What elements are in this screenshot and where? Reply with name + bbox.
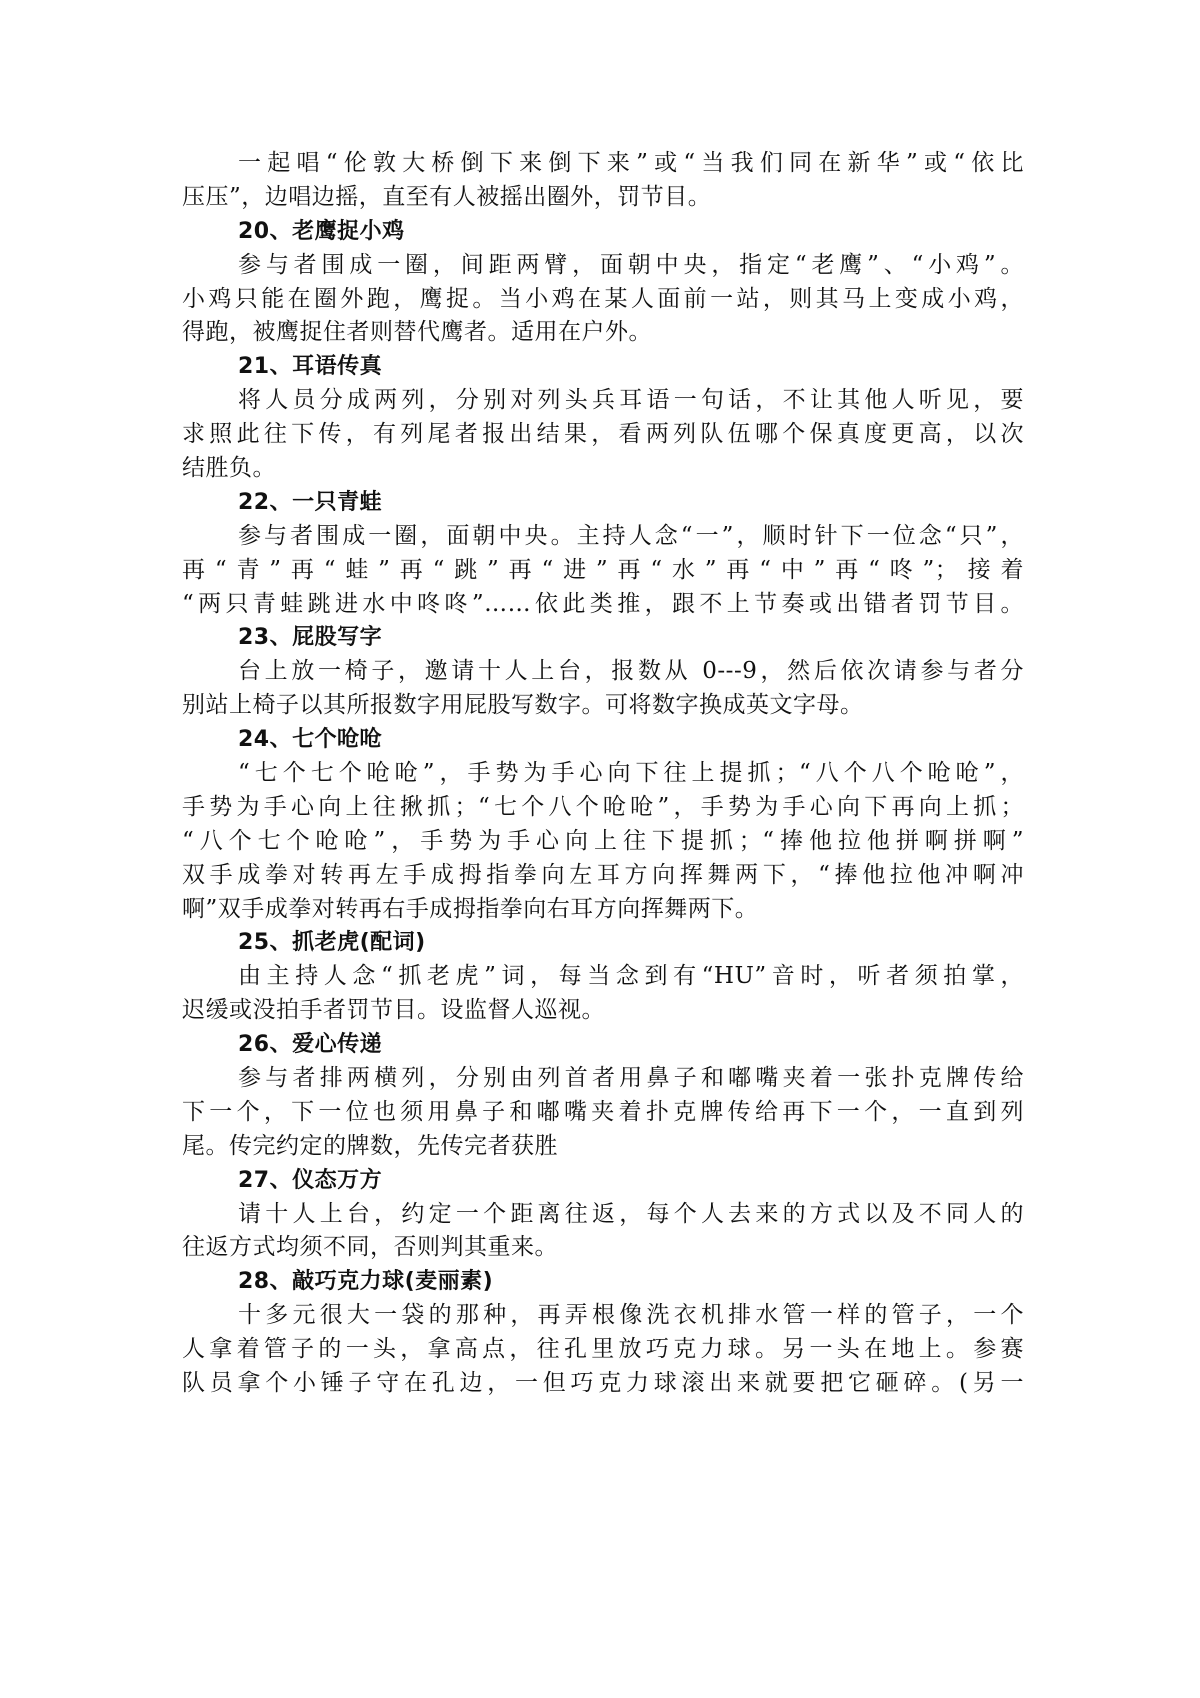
body-text-line: 迟缓或没拍手者罚节目。设监督人巡视。	[182, 997, 605, 1023]
body-text-line: 台上放一椅子，邀请十人上台，报数从 0---9，然后依次请参与者分	[238, 658, 1024, 684]
body-text-line: 双手成拳对转再左手成拇指拳向左耳方向挥舞两下，“捧他拉他冲啊冲	[182, 862, 1024, 888]
body-text-line: 往返方式均须不同，否则判其重来。	[182, 1234, 558, 1260]
body-text-line: 队员拿个小锤子守在孔边，一但巧克力球滚出来就要把它砸碎。(另一	[182, 1370, 1024, 1396]
section-heading: 21、耳语传真	[238, 354, 383, 379]
body-text-line: “八个七个呛呛”，手势为手心向上往下提抓；“捧他拉他拼啊拼啊”	[182, 828, 1024, 854]
section-heading: 27、仪态万方	[238, 1168, 383, 1193]
body-text-line: 十多元很大一袋的那种，再弄根像洗衣机排水管一样的管子，一个	[238, 1302, 1024, 1328]
body-text-line: 参与者围成一圈，间距两臂，面朝中央，指定“老鹰”、“小鸡”。	[238, 252, 1024, 278]
body-text-line: 压压”，边唱边摇，直至有人被摇出圈外，罚节目。	[182, 184, 712, 210]
section-heading: 28、敲巧克力球(麦丽素)	[238, 1269, 494, 1294]
body-text-line: 一起唱“伦敦大桥倒下来倒下来”或“当我们同在新华”或“依比	[238, 150, 1024, 176]
body-text-line: 参与者排两横列，分别由列首者用鼻子和嘟嘴夹着一张扑克牌传给	[238, 1065, 1024, 1091]
body-text-line: 别站上椅子以其所报数字用屁股写数字。可将数字换成英文字母。	[182, 692, 864, 718]
body-text-line: 由主持人念“抓老虎”词，每当念到有“HU”音时，听者须拍掌，	[238, 963, 1024, 989]
section-heading: 20、老鹰捉小鸡	[238, 219, 405, 244]
body-text-line: 将人员分成两列，分别对列头兵耳语一句话，不让其他人听见，要	[238, 387, 1024, 413]
section-heading: 25、抓老虎(配词)	[238, 930, 426, 955]
body-text-line: 结胜负。	[182, 455, 276, 481]
body-text-line: 再“青”再“蛙”再“跳”再“进”再“水”再“中”再“咚”；接着	[182, 557, 1024, 583]
body-text-line: 手势为手心向上往揪抓；“七个八个呛呛”，手势为手心向下再向上抓；	[182, 794, 1024, 820]
body-text-line: 下一个，下一位也须用鼻子和嘟嘴夹着扑克牌传给再下一个，一直到列	[182, 1099, 1024, 1125]
section-heading: 22、一只青蛙	[238, 490, 383, 515]
body-text-line: 啊”双手成拳对转再右手成拇指拳向右耳方向挥舞两下。	[182, 896, 759, 922]
body-text-line: 得跑，被鹰捉住者则替代鹰者。适用在户外。	[182, 319, 652, 345]
body-text-line: 求照此往下传，有列尾者报出结果，看两列队伍哪个保真度更高，以次	[182, 421, 1024, 447]
body-text-line: “七个七个呛呛”，手势为手心向下往上提抓；“八个八个呛呛”，	[238, 760, 1024, 786]
body-text-line: “两只青蛙跳进水中咚咚”……依此类推，跟不上节奏或出错者罚节目。	[182, 591, 1024, 617]
body-text-line: 人拿着管子的一头，拿高点，往孔里放巧克力球。另一头在地上。参赛	[182, 1336, 1024, 1362]
body-text-line: 请十人上台，约定一个距离往返，每个人去来的方式以及不同人的	[238, 1201, 1024, 1227]
section-heading: 24、七个呛呛	[238, 727, 383, 752]
section-heading: 23、屁股写字	[238, 625, 383, 650]
section-heading: 26、爱心传递	[238, 1032, 383, 1057]
body-text-line: 参与者围成一圈，面朝中央。主持人念“一”，顺时针下一位念“只”，	[238, 523, 1024, 549]
body-text-line: 小鸡只能在圈外跑，鹰捉。当小鸡在某人面前一站，则其马上变成小鸡，	[182, 286, 1024, 312]
body-text-line: 尾。传完约定的牌数，先传完者获胜	[182, 1133, 558, 1159]
